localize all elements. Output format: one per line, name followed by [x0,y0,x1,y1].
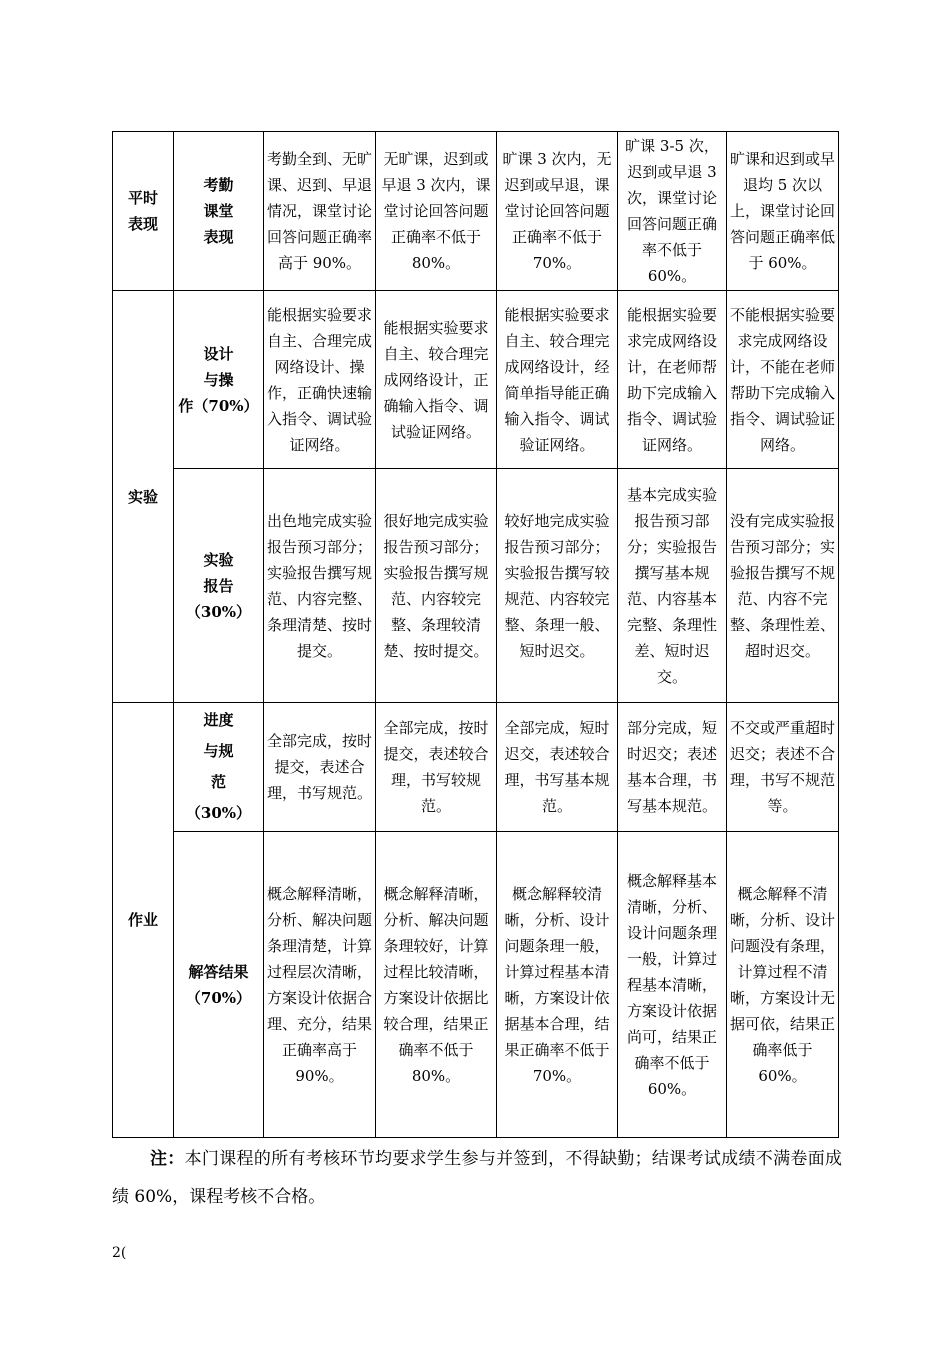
footnote-label: 注： [150,1149,185,1169]
criteria-cell: 旷课 3-5 次，迟到或早退 3 次，课堂讨论回答问题正确率不低于 60%。 [618,132,727,291]
criteria-cell: 无旷课，迟到或早退 3 次内，课堂讨论回答问题正确率不低于 80%。 [376,132,497,291]
criteria-cell: 没有完成实验报告预习部分；实验报告撰写不规范、内容不完整、条理性差、超时迟交。 [727,469,839,703]
table-row [113,832,839,1138]
criteria-cell: 能根据实验要求自主、合理完成网络设计、操作，正确快速输入指令、调试验证网络。 [264,291,376,469]
criteria-cell: 较好地完成实验报告预习部分；实验报告撰写较规范、内容较完整、条理一般、短时迟交。 [497,469,618,703]
table-row [113,469,839,703]
grading-rubric-table [112,131,839,1138]
criteria-cell: 出色地完成实验报告预习部分；实验报告撰写规范、内容完整、条理清楚、按时提交。 [264,469,376,703]
criteria-cell: 全部完成，按时提交，表述合理，书写规范。 [264,703,376,832]
subcategory-cell: 进度 与规 范 （30%） [174,703,264,832]
subcategory-cell: 解答结果 （70%） [174,832,264,1138]
criteria-cell: 不能根据实验要求完成网络设计，不能在老师帮助下完成输入指令、调试验证网络。 [727,291,839,469]
category-cell: 作业 [113,703,174,1138]
footnote-text: 本门课程的所有考核环节均要求学生参与并签到，不得缺勤；结课考试成绩不满卷面成绩 60%，课程考核不合格。 [112,1149,843,1207]
subcategory-cell: 实验 报告 （30%） [174,469,264,703]
table-row [113,291,839,469]
criteria-cell: 基本完成实验报告预习部分；实验报告撰写基本规范、内容基本完整、条理性差、短时迟交。 [618,469,727,703]
criteria-cell: 概念解释清晰，分析、解决问题条理较好，计算过程比较清晰，方案设计依据比较合理，结果正确率不低于 80%。 [376,832,497,1138]
criteria-cell: 全部完成，按时提交，表述较合理，书写较规范。 [376,703,497,832]
category-cell: 实验 [113,291,174,703]
category-cell: 平时 表现 [113,132,174,291]
criteria-cell: 不交或严重超时迟交；表述不合理，书写不规范等。 [727,703,839,832]
criteria-cell: 全部完成，短时迟交，表述较合理，书写基本规范。 [497,703,618,832]
table-row [113,703,839,832]
criteria-cell: 概念解释清晰，分析、解决问题条理清楚，计算过程层次清晰，方案设计依据合理、充分，结果正确率高于 90%。 [264,832,376,1138]
criteria-cell: 能根据实验要求完成网络设计，在老师帮助下完成输入指令、调试验证网络。 [618,291,727,469]
criteria-cell: 部分完成，短时迟交；表述基本合理，书写基本规范。 [618,703,727,832]
page-number: 2( [112,1245,127,1261]
criteria-cell: 很好地完成实验报告预习部分；实验报告撰写规范、内容较完整、条理较清楚、按时提交。 [376,469,497,703]
subcategory-cell: 设计 与操 作（70%） [174,291,264,469]
criteria-cell: 旷课 3 次内，无迟到或早退，课堂讨论回答问题正确率不低于 70%。 [497,132,618,291]
criteria-cell: 概念解释基本清晰，分析、设计问题条理一般，计算过程基本清晰，方案设计依据尚可，结果正确率不低于 60%。 [618,832,727,1138]
criteria-cell: 能根据实验要求自主、较合理完成网络设计，正确输入指令、调试验证网络。 [376,291,497,469]
footnote [112,1140,842,1216]
criteria-cell: 概念解释较清晰，分析、设计问题条理一般，计算过程基本清晰，方案设计依据基本合理，结果正确率不低于 70%。 [497,832,618,1138]
criteria-cell: 考勤全到、无旷课、迟到、早退情况，课堂讨论回答问题正确率高于 90%。 [264,132,376,291]
criteria-cell: 旷课和迟到或早退均 5 次以上，课堂讨论回答问题正确率低于 60%。 [727,132,839,291]
criteria-cell: 概念解释不清晰，分析、设计问题没有条理，计算过程不清晰，方案设计无据可依，结果正确率低于 60%。 [727,832,839,1138]
subcategory-cell: 考勤 课堂 表现 [174,132,264,291]
criteria-cell: 能根据实验要求自主、较合理完成网络设计，经简单指导能正确输入指令、调试验证网络。 [497,291,618,469]
table-row [113,132,839,291]
